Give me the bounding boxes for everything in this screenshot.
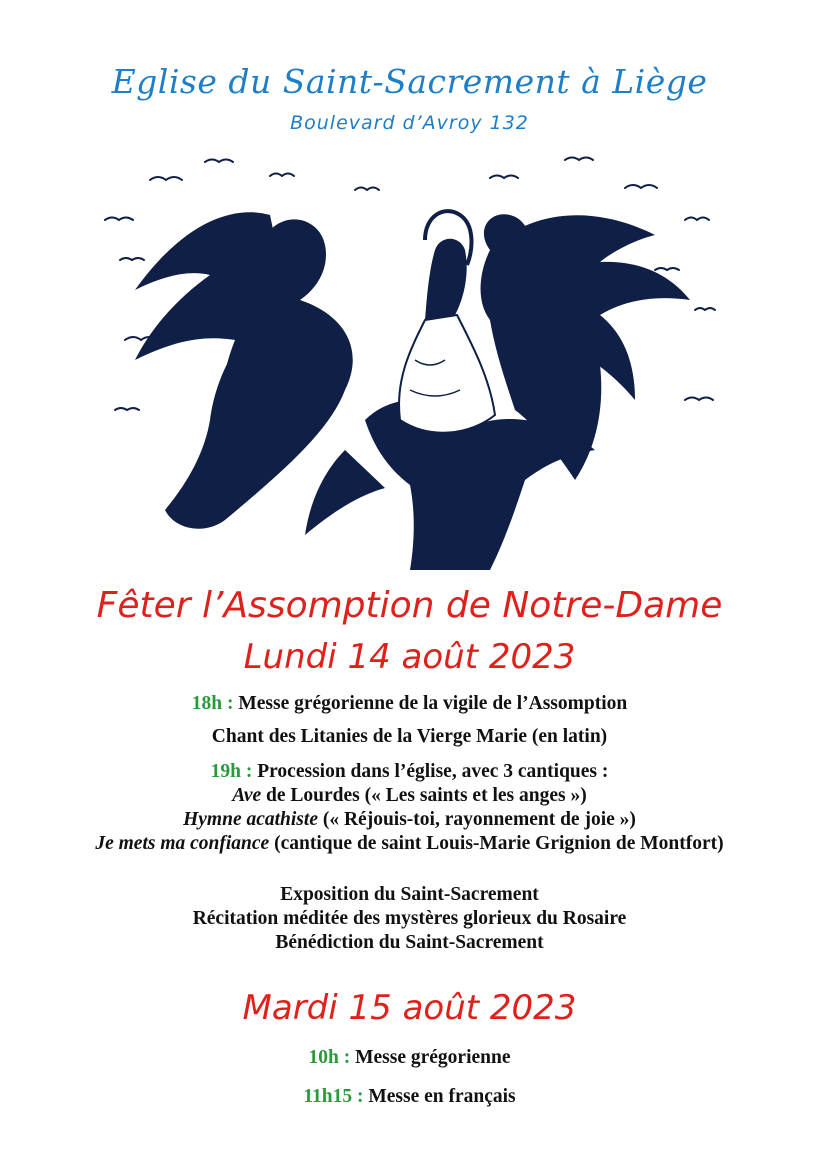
schedule-line-french-mass <box>0 1085 819 1108</box>
schedule-text: Messe grégorienne <box>355 1047 511 1068</box>
hymn-title: Je mets ma confiance <box>95 833 270 854</box>
schedule-line-benediction: Bénédiction du Saint-Sacrement <box>275 932 544 953</box>
time-label: 18h : <box>191 693 234 714</box>
schedule-line-procession <box>0 760 819 783</box>
hymn-line-ave <box>0 784 819 807</box>
hymn-detail: (cantique de saint Louis-Marie Grignion de Montfort) <box>274 833 724 854</box>
schedule-line-exposition: Exposition du Saint-Sacrement <box>280 884 539 905</box>
schedule-line-gregorian-mass <box>0 1046 819 1069</box>
hymn-line-acathiste <box>0 808 819 831</box>
day1-date: Lundi 14 août 2023 <box>243 637 576 677</box>
schedule-line-rosary: Récitation méditée des mystères glorieux du Rosaire <box>192 908 627 929</box>
hymn-line-confiance <box>60 832 759 855</box>
event-title: Fêter l’Assomption de Notre-Dame <box>96 585 723 626</box>
hymn-title: Hymne acathiste <box>183 809 318 830</box>
church-address: Boulevard d’Avroy 132 <box>290 112 529 134</box>
time-label: 10h : <box>308 1047 351 1068</box>
schedule-line-litanies: Chant des Litanies de la Vierge Marie (en latin) <box>211 726 608 747</box>
time-label: 19h : <box>210 761 253 782</box>
schedule-text: Messe grégorienne de la vigile de l’Assomption <box>238 693 628 714</box>
angels-carrying-virgin-mary-illustration <box>95 150 735 570</box>
day2-date: Mardi 15 août 2023 <box>242 988 577 1028</box>
church-name: Eglise du Saint-Sacrement à Liège <box>111 62 708 101</box>
hymn-detail: (« Réjouis-toi, rayonnement de joie ») <box>322 809 636 830</box>
schedule-text: Messe en français <box>368 1086 516 1107</box>
schedule-line-mass-vigil <box>0 692 819 715</box>
hymn-title: Ave <box>232 785 262 806</box>
hymn-detail: de Lourdes (« Les saints et les anges ») <box>266 785 587 806</box>
schedule-text: Procession dans l’église, avec 3 cantiques : <box>257 761 609 782</box>
time-label: 11h15 : <box>303 1086 364 1107</box>
